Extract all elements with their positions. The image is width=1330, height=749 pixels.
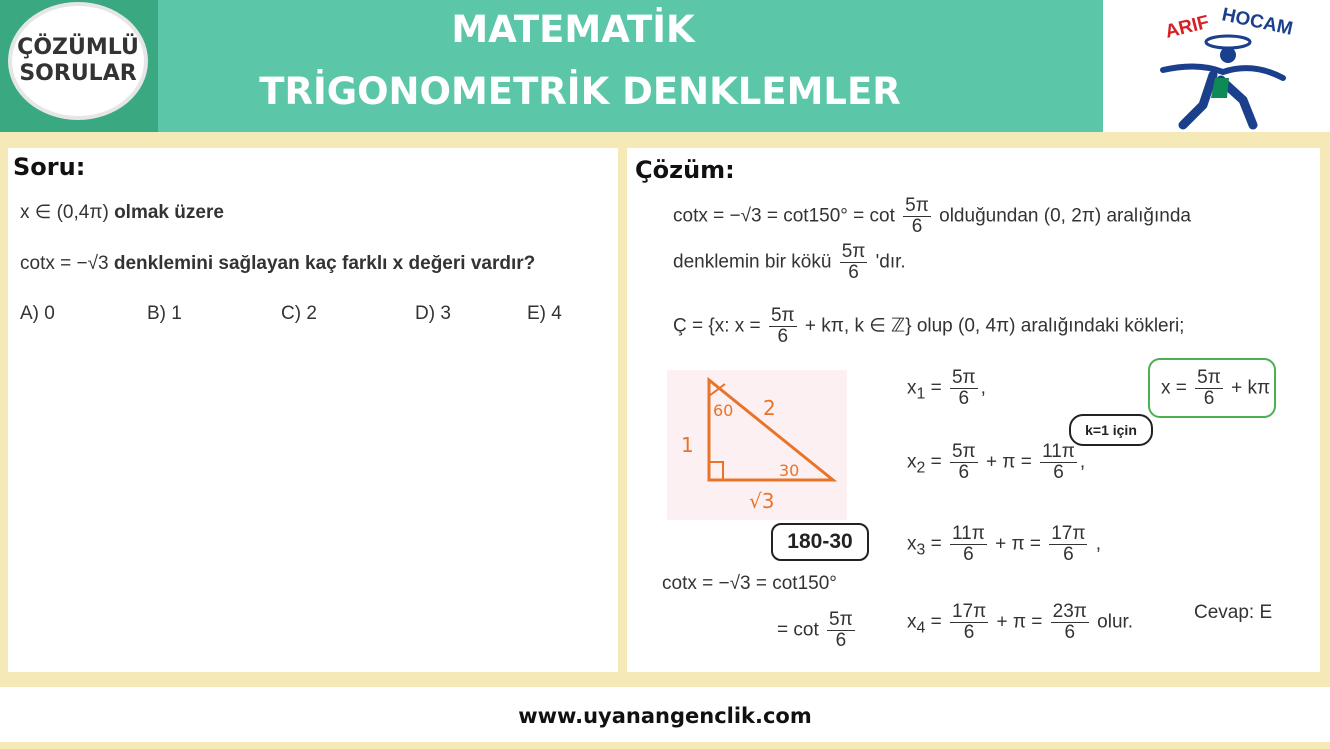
frac-5pi-6 bbox=[950, 368, 978, 409]
frac-num: 5π bbox=[841, 241, 866, 262]
x-sub: 2 bbox=[916, 459, 926, 477]
frac-num: 17π bbox=[1051, 523, 1086, 544]
frac-den: 6 bbox=[958, 388, 970, 409]
frac-11pi-6 bbox=[950, 524, 987, 565]
line3-set: Ç = {x: x = bbox=[673, 315, 761, 337]
frac-den: 6 bbox=[848, 262, 859, 283]
cot-line1: cotx = −√3 = cot150° bbox=[662, 573, 837, 594]
frac-den: 6 bbox=[835, 630, 847, 651]
option-a[interactable]: A) 0 bbox=[20, 303, 55, 324]
badge-line2: SORULAR bbox=[19, 61, 137, 86]
line2-text: denklemin bir kökü bbox=[673, 251, 832, 273]
general-solution bbox=[1161, 368, 1270, 409]
subject-title: MATEMATİK bbox=[451, 8, 695, 51]
root-x1: $x_1$ = $\frac{5\pi}{6}$ , bbox=[907, 367, 986, 409]
question-condition bbox=[20, 201, 224, 224]
frac-23pi-6 bbox=[1051, 602, 1089, 643]
frac-den: 6 bbox=[1064, 622, 1076, 643]
frac-den: 6 bbox=[1053, 462, 1064, 483]
topic-title: TRİGONOMETRİK DENKLEMLER bbox=[259, 70, 901, 113]
frac-num: 5π bbox=[1197, 367, 1221, 388]
frac-11pi-6 bbox=[1040, 442, 1077, 483]
frac-num: 5π bbox=[951, 367, 976, 388]
line1-math: cotx = −√3 = cot150° = cot bbox=[673, 205, 895, 227]
question-equation bbox=[20, 253, 535, 275]
equation-math: cotx = −√3 bbox=[20, 253, 109, 274]
hypotenuse-label: 2 bbox=[763, 396, 776, 420]
solution-line3 bbox=[673, 306, 1184, 347]
frac-5pi-6 bbox=[769, 306, 797, 347]
frac-num: 11π bbox=[1042, 441, 1075, 462]
line2-suffix: 'dır. bbox=[875, 251, 906, 273]
angle-top-label: 60 bbox=[713, 401, 734, 420]
frac-5pi-6 bbox=[840, 242, 868, 283]
frac-num: 23π bbox=[1052, 601, 1087, 622]
cot-line2 bbox=[777, 610, 858, 651]
angle-right-label: 30 bbox=[779, 461, 800, 480]
question-panel bbox=[8, 148, 618, 672]
k1-bubble: k=1 için bbox=[1069, 414, 1153, 446]
frac-5pi-6 bbox=[1195, 368, 1223, 409]
left-side-label: 1 bbox=[681, 433, 694, 457]
frac-num: 5π bbox=[770, 305, 795, 326]
arifhocam-logo bbox=[1103, 0, 1330, 132]
plus-pi: + π = bbox=[995, 533, 1041, 555]
frac-num: 17π bbox=[951, 601, 987, 622]
badge-line1: ÇÖZÜMLÜ bbox=[17, 35, 139, 60]
frac-num: 5π bbox=[829, 609, 853, 630]
frac-num: 11π bbox=[951, 523, 985, 544]
root-x2: $x_2$ = $\frac{5\pi}{6}$ + π = $\frac{11\pi}{6}$ , bbox=[907, 441, 1086, 483]
plus-pi: + π = bbox=[996, 611, 1043, 633]
x-sub: 3 bbox=[916, 541, 926, 559]
frac-den: 6 bbox=[958, 462, 970, 483]
svg-text:HOCAM: HOCAM bbox=[1219, 4, 1295, 40]
frac-num: 5π bbox=[951, 441, 976, 462]
frac-num: 5π bbox=[905, 195, 929, 216]
question-heading: Soru: bbox=[13, 153, 86, 181]
root-x4: $x_4$ = $\frac{17\pi}{6}$ + π = $\frac{23\pi}{6}$ olur. bbox=[907, 601, 1134, 643]
answer-label: Cevap: E bbox=[1194, 602, 1273, 623]
frac-den: 6 bbox=[1063, 544, 1074, 565]
footer-bar bbox=[0, 687, 1330, 742]
x-sub: 1 bbox=[916, 385, 926, 403]
gs-x: x = bbox=[1161, 377, 1187, 399]
plus-pi: + π = bbox=[985, 451, 1032, 473]
solution-panel bbox=[627, 148, 1320, 672]
x-symbol: x bbox=[907, 377, 917, 399]
frac-17pi-6 bbox=[1049, 524, 1087, 565]
x-sub: 4 bbox=[916, 619, 926, 637]
condition-math: x ∈ (0,4π) bbox=[20, 202, 109, 223]
frac-den: 6 bbox=[1203, 388, 1215, 409]
frac-5pi-6 bbox=[903, 196, 931, 237]
svg-text:ARIF: ARIF bbox=[1163, 11, 1212, 43]
frac-den: 6 bbox=[911, 216, 923, 237]
option-c[interactable]: C) 2 bbox=[281, 303, 317, 324]
equation-text: denklemini sağlayan kaç farklı x değeri vardır? bbox=[113, 253, 536, 274]
frac-den: 6 bbox=[963, 544, 974, 565]
condition-text: olmak üzere bbox=[114, 202, 224, 223]
website-url[interactable]: www.uyanangenclik.com bbox=[518, 704, 812, 728]
line3-text: + kπ, k ∈ ℤ} olup (0, 4π) aralığındaki kökleri; bbox=[804, 315, 1185, 337]
frac-den: 6 bbox=[963, 622, 975, 643]
gs-kpi: + kπ bbox=[1231, 377, 1271, 399]
arifhocam-logo-icon bbox=[1103, 0, 1330, 132]
solution-heading: Çözüm: bbox=[635, 156, 735, 184]
frac-5pi-6 bbox=[950, 442, 978, 483]
option-b[interactable]: B) 1 bbox=[147, 303, 182, 324]
header-banner bbox=[0, 0, 1330, 132]
triangle-diagram bbox=[667, 370, 847, 520]
option-d[interactable]: D) 3 bbox=[415, 303, 451, 324]
frac-5pi-6 bbox=[827, 610, 855, 651]
angle-bubble: 180-30 bbox=[771, 523, 869, 561]
solution-line2 bbox=[673, 242, 906, 283]
option-e[interactable]: E) 4 bbox=[527, 303, 562, 324]
line1-text: olduğundan (0, 2π) aralığında bbox=[939, 205, 1191, 227]
cot-eq: = cot bbox=[777, 619, 819, 641]
frac-den: 6 bbox=[777, 326, 789, 347]
solution-line1 bbox=[673, 196, 1191, 237]
bottom-side-label: √3 bbox=[749, 489, 775, 513]
frac-17pi-6 bbox=[950, 602, 988, 643]
root-x3: $x_3$ = $\frac{11\pi}{6}$ + π = $\frac{17\pi}{6}$ , bbox=[907, 523, 1102, 565]
olur-text: olur. bbox=[1097, 611, 1134, 633]
